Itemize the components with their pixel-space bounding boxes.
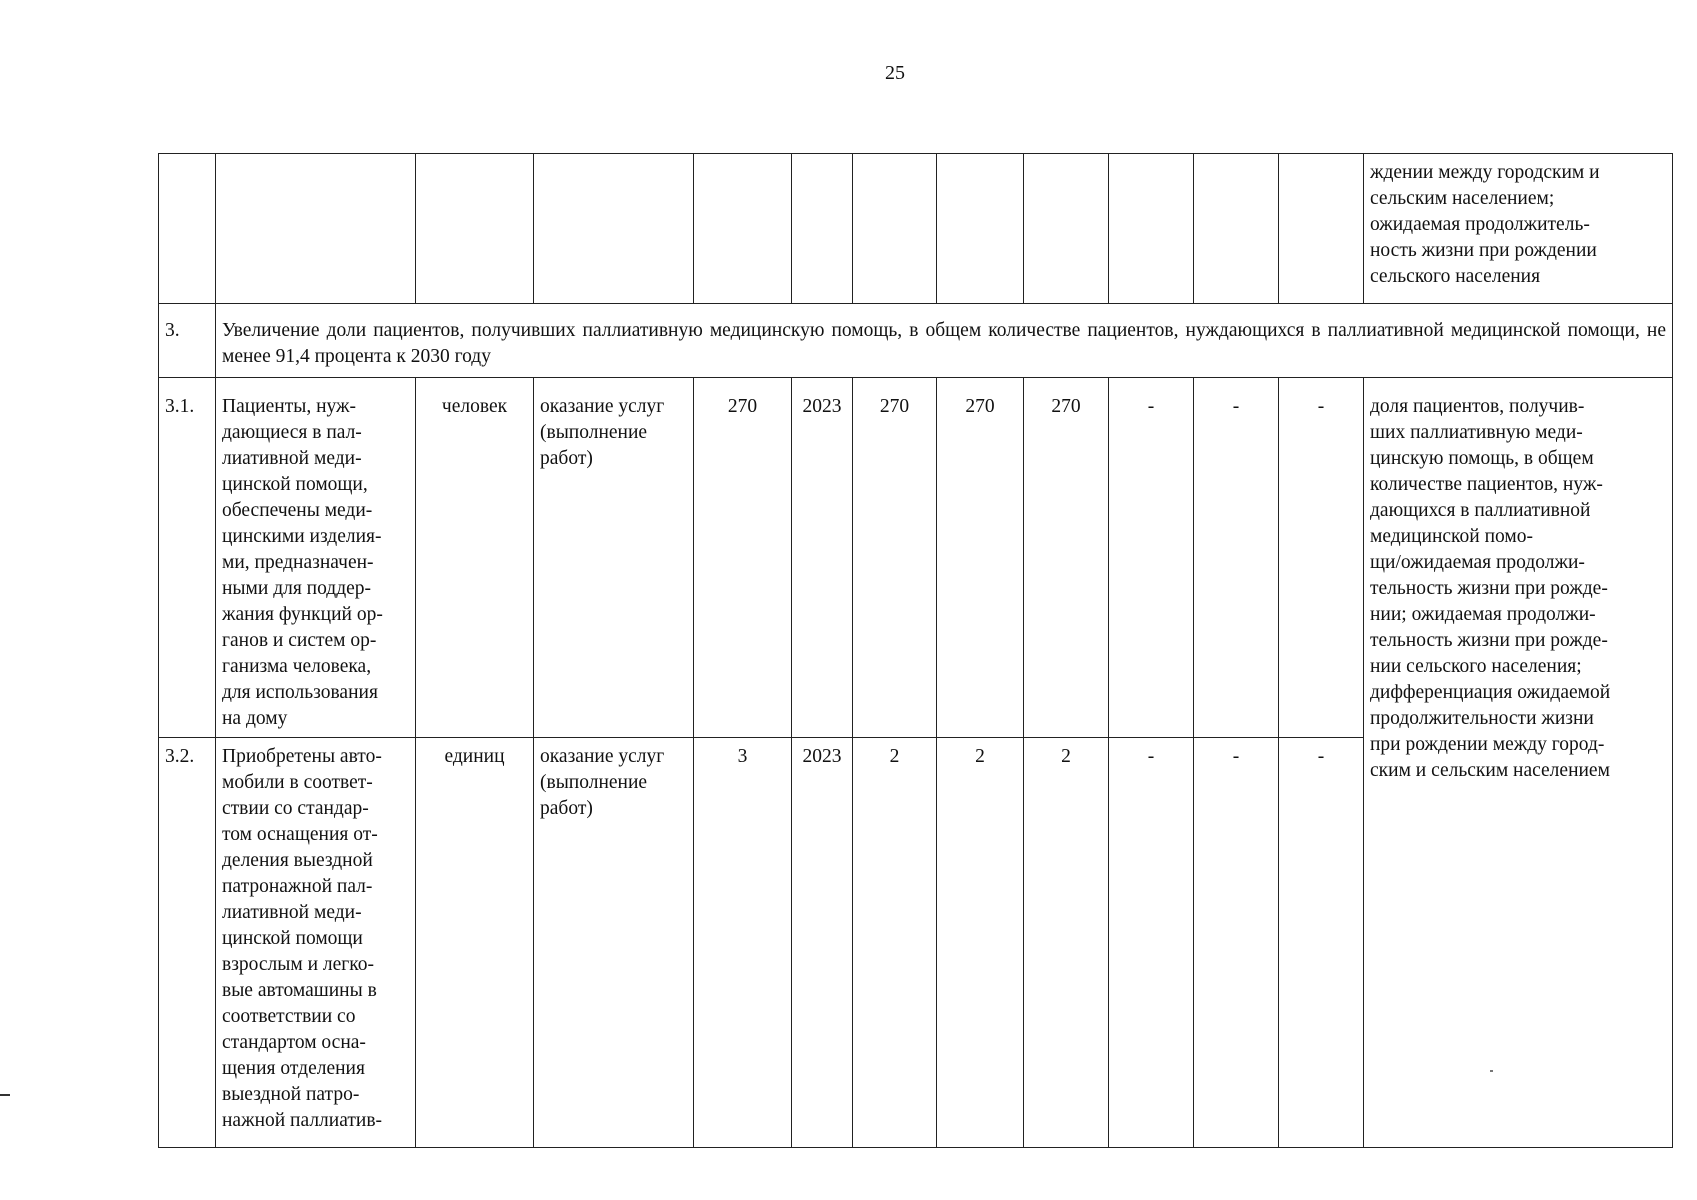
cell-num-empty — [159, 154, 216, 304]
results-table — [158, 153, 1673, 1148]
row-value-6: - — [1279, 738, 1364, 1148]
cell-v3-empty — [1024, 154, 1109, 304]
row-unit: единиц — [416, 738, 534, 1148]
row-value-6: - — [1279, 378, 1364, 738]
row-base-year: 2023 — [792, 378, 853, 738]
scan-speck — [1490, 1070, 1493, 1072]
row-base-year: 2023 — [792, 738, 853, 1148]
row-value-2: 270 — [937, 378, 1024, 738]
row-value-1: 2 — [853, 738, 937, 1148]
cell-v5-empty — [1194, 154, 1279, 304]
merged-indicator-cell: доля пациентов, получив- ших паллиативную меди- цинскую помощь, в общем количестве пациентов, нуж- дающихся в паллиативной медицинской помо- щи/ожидаемая продолжи- тельность жизни при рожде- нии; ожидаемая продолжи- тельность жизни при рожде- нии сельского населения; дифференциация ожидаемой продолжительности жизни при рождении между город- ским и сельским населением — [1364, 378, 1673, 1148]
row-type: оказание услуг (выполнение работ) — [534, 738, 694, 1148]
row-value-5: - — [1194, 738, 1279, 1148]
cell-base-year-empty — [792, 154, 853, 304]
row-type: оказание услуг (выполнение работ) — [534, 378, 694, 738]
row-value-1: 270 — [853, 378, 937, 738]
cell-type-empty — [534, 154, 694, 304]
row-num: 3.1. — [159, 378, 216, 738]
page-number: 25 — [885, 62, 905, 84]
cell-v6-empty — [1279, 154, 1364, 304]
section-row — [159, 304, 1673, 378]
row-base-value: 3 — [694, 738, 792, 1148]
row-unit: человек — [416, 378, 534, 738]
cell-unit-empty — [416, 154, 534, 304]
row-value-3: 2 — [1024, 738, 1109, 1148]
row-name: Пациенты, нуж- дающиеся в пал- лиативной меди- цинской помощи, обеспечены меди- цинскими изделия- ми, предназначен- ными для поддер- жания функций ор- ганов и систем ор- ганизма человека, для использования на дому — [216, 378, 416, 738]
continuation-row — [159, 154, 1673, 304]
row-value-2: 2 — [937, 738, 1024, 1148]
row-value-3: 270 — [1024, 378, 1109, 738]
cell-v4-empty — [1109, 154, 1194, 304]
cell-v2-empty — [937, 154, 1024, 304]
table-row — [159, 378, 1673, 738]
scan-margin-mark — [0, 1094, 10, 1096]
cell-v1-empty — [853, 154, 937, 304]
row-num: 3.2. — [159, 738, 216, 1148]
cell-name-empty — [216, 154, 416, 304]
continuation-indicator-cell: ждении между городским и сельским населением; ожидаемая продолжитель- ность жизни при рождении сельского населения — [1364, 154, 1673, 304]
row-value-4: - — [1109, 378, 1194, 738]
cell-base-value-empty — [694, 154, 792, 304]
section-title: Увеличение доли пациентов, получивших паллиативную медицинскую помощь, в общем количестве пациентов, нуждающихся в паллиативной медицинской помощи, не менее 91,4 процента к 2030 году — [216, 304, 1673, 378]
section-num: 3. — [159, 304, 216, 378]
row-value-5: - — [1194, 378, 1279, 738]
row-value-4: - — [1109, 738, 1194, 1148]
row-base-value: 270 — [694, 378, 792, 738]
row-name: Приобретены авто- мобили в соответ- ствии со стандар- том оснащения от- деления выездной патронажной пал- лиативной меди- цинской помощи взрослым и легко- вые автомашины в соответствии со стандартом осна- щения отделения выездной патро- нажной паллиатив- — [216, 738, 416, 1148]
